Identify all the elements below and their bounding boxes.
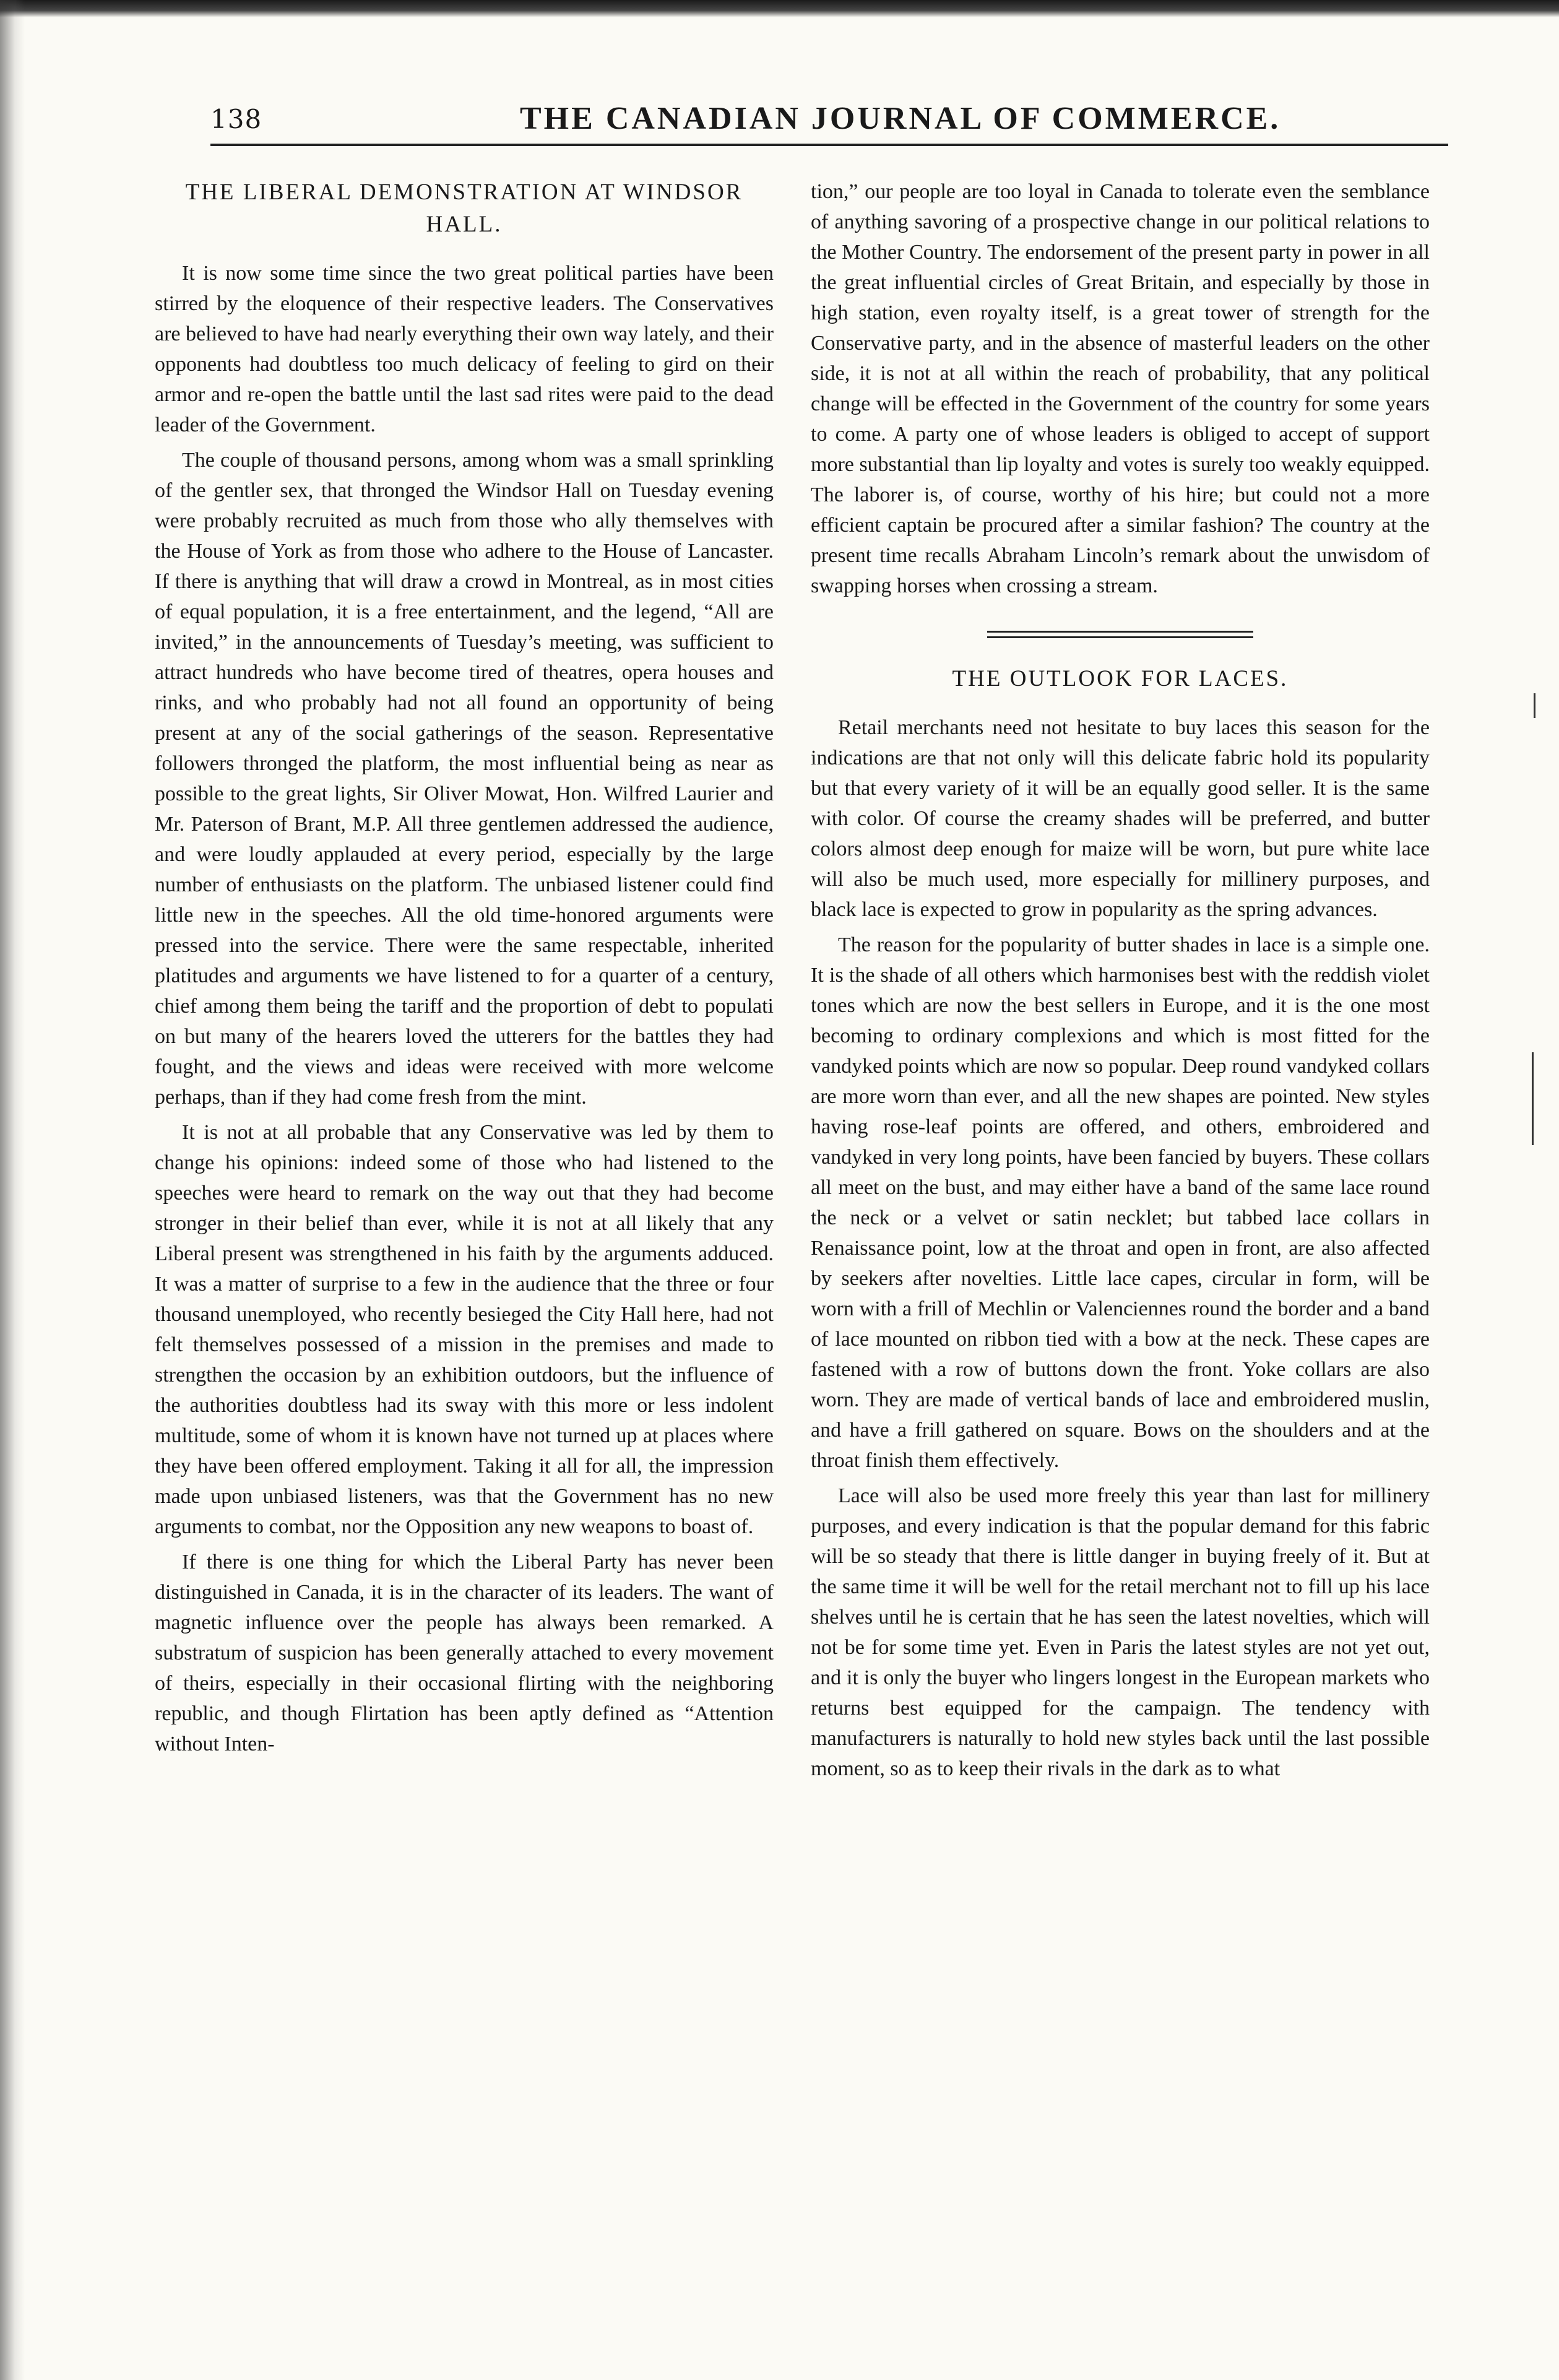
article-paragraph: The couple of thousand persons, among whom was a small sprinkling of the gentler sex, that thronged the Windsor Hall on Tuesday evening were probably recruited as much from those who ally themselves with the House of York as from those who adhere to the House of Lancaster. If there is anything that will draw a crowd in Montreal, as in most cities of equal population, it is a free entertainment, and the legend, “All are invited,” in the announcements of Tuesday’s meeting, was sufficient to attract hundreds who have become tired of theatres, opera houses and rinks, and who probably had not all found an opportunity of being present at any of the social gatherings of the season. Representative followers thronged the platform, the most influential being as near as possible to the great lights, Sir Oliver Mowat, Hon. Wilfred Laurier and Mr. Paterson of Brant, M.P. All three gentlemen addressed the audience, and were loudly applauded at every period, especially by the large number of enthusiasts on the platform. The unbiased listener could find little new in the speeches. All the old time-honored arguments were pressed into the service. There were the same respectable, inherited platitudes and arguments we have listened to for a quarter of a century, chief among them being the tariff and the proportion of debt to populati on but many of the hearers loved the utterers for the battles they had fought, and the views and ideas were received with more welcome perhaps, than if they had come fresh from the mint. [155,449,774,1109]
page-number: 138 [210,104,262,134]
margin-mark [1532,1052,1534,1145]
article-paragraph: Lace will also be used more freely this year than last for millinery purposes, and every indication is that the popular demand for this fabric will be so steady that there is little danger in buying freely of it. But at the same time it will be well for the retail merchant not to fill up his lace shelves until he is certain that he has seen the latest novelties, which will not be for some time yet. Even in Paris the latest styles are not yet out, and it is only the buyer who lingers longest in the European markets who returns best equipped for the campaign. The tendency with manufacturers is naturally to hold new styles back until the last possible moment, so as to keep their rivals in the dark as to what [811,1484,1430,1780]
running-head [210,87,1448,136]
right-column [811,176,1430,1789]
scan-edge-shadow-top [0,0,1559,17]
article-divider [987,631,1253,638]
left-column [155,176,774,1764]
margin-mark [1534,693,1535,718]
article-paragraph: Retail merchants need not hesitate to buy laces this season for the indications are that not only will this delicate fabric hold its popularity but that every variety of it will be an equally good seller. It is the same with color. Of course the creamy shades will be preferred, and butter colors almost deep enough for maize will be worn, but pure white lace will also be much used, more especially for millinery purposes, and black lace is expected to grow in popularity as the spring advances. [811,716,1430,921]
article-headline-outlook-for-laces: THE OUTLOOK FOR LACES. [952,666,1289,691]
article-continuation: tion,” our people are too loyal in Canada to tolerate even the semblance of anything savoring of a prospective change in our political relations to the Mother Country. The endorsement of the present party in power in all the great influential circles of Great Britain, and especially by those in high station, even royalty itself, is a great tower of strength for the Conservative party, and in the absence of masterful leaders on the other side, it is not at all within the reach of probability, that any political change will be effected in the Government of the country for some years to come. A party one of whose leaders is obliged to accept of support more substantial than lip loyalty and votes is surely too weakly equipped. The laborer is, of course, worthy of his hire; but could not a more efficient captain be procured after a similar fashion? The country at the present time recalls Abraham Lincoln’s remark about the unwisdom of swapping horses when crossing a stream. [811,180,1430,597]
article-paragraph: It is not at all probable that any Conservative was led by them to change his opinions: indeed some of those who had listened to the speeches were heard to remark on the way out that they had become stronger in their belief than ever, while it is not at all likely that any Liberal present was strengthened in his faith by the arguments adduced. It was a matter of surprise to a few in the audience that the three or four thousand unemployed, who recently besieged the City Hall here, had not felt themselves possessed of a mission in the premises and made to strengthen the occasion by an exhibition outdoors, but the influence of the authorities doubtless had its sway with this more or less indolent multitude, some of whom it is known have not turned up at places where they have been offered employment. Taking it all for all, the impression made upon unbiased listeners, was that the Government has no new arguments to combat, nor the Opposition any new weapons to boast of. [155,1121,774,1538]
journal-title: THE CANADIAN JOURNAL OF COMMERCE. [520,101,1281,136]
header-rule [210,144,1448,146]
article-paragraph: If there is one thing for which the Liberal Party has never been distinguished in Canada, it is in the character of its leaders. The want of magnetic influence over the people has always been remarked. A substratum of suspicion has been generally attached to every movement of theirs, especially in their occasional flirting with the neighboring republic, and though Flirtation has been aptly defined as “Attention without Inten- [155,1551,774,1755]
scan-edge-shadow-left [0,0,25,2380]
article-paragraph: The reason for the popularity of butter shades in lace is a simple one. It is the shade of all others which harmonises best with the reddish violet tones which are now the best sellers in Europe, and it is the one most becoming to ordinary complexions and which is most fitted for the vandyked points which are now so popular. Deep round vandyked collars are more worn than ever, and all the new shapes are pointed. New styles having rose-leaf points are offered, and others, embroidered and vandyked in very long points, have been fancied by buyers. These collars all meet on the bust, and may either have a band of the same lace round the neck or a velvet or satin necklet; but tabbed lace collars in Renaissance point, low at the throat and open in front, are also affected by seekers after novelties. Little lace capes, circular in form, will be worn with a frill of Mechlin or Valenciennes round the border and a band of lace mounted on ribbon tied with a bow at the neck. These capes are fastened with a row of buttons down the front. Yoke collars are also worn. They are made of vertical bands of lace and embroidered muslin, and have a frill gathered on square. Bows on the shoulders and at the throat finish them effectively. [811,933,1430,1472]
article-headline-liberal-demonstration: THE LIBERAL DEMONSTRATION AT WINDSOR HALL. [185,180,743,237]
article-paragraph: It is now some time since the two great political parties have been stirred by the eloquence of their respective leaders. The Conservatives are believed to have had nearly everything their own way lately, and their opponents had doubtless too much delicacy of feeling to gird on their armor and re-open the battle until the last sad rites were paid to the dead leader of the Government. [155,262,774,436]
